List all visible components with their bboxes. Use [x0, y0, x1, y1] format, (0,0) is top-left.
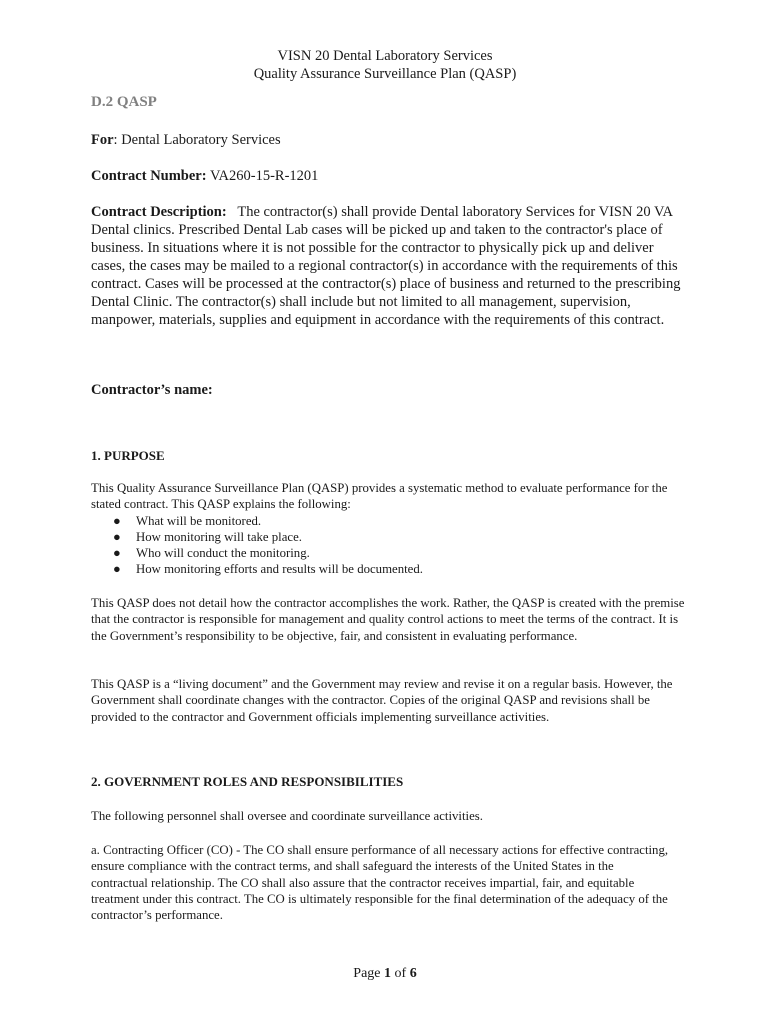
for-line	[91, 131, 691, 149]
contracting-officer-paragraph: a. Contracting Officer (CO) - The CO shall ensure performance of all necessary actions for effective contracting, ensure compliance with the contract terms, and shall safeguard the interests of the United States in the contractual relationship. The CO shall also assure that the contractor receives impartial, fair, and equitable treatment under this contract. The CO is ultimately responsible for the final determination of the adequacy of the contractor’s performance.	[91, 843, 669, 923]
purpose-heading: 1. PURPOSE	[91, 448, 165, 463]
list-item: ● Who will conduct the monitoring.	[113, 546, 310, 561]
page-label: Page	[353, 966, 385, 981]
purpose-bullet-list	[91, 513, 687, 578]
header-title-line2: Quality Assurance Surveillance Plan (QASP)	[253, 66, 517, 82]
purpose-paragraph-2: This QASP does not detail how the contractor accomplishes the work. Rather, the QASP is created with the premise that the contractor is responsible for management and quality control actions to meet the terms of the contract. It is the Government’s responsibility to be objective, fair, and consistent in evaluating performance.	[91, 596, 685, 643]
section-title: D.2 QASP	[91, 94, 157, 110]
list-item: ● How monitoring efforts and results will be documented.	[113, 562, 423, 577]
header-title-line1: VISN 20 Dental Laboratory Services	[277, 48, 493, 64]
for-value: : Dental Laboratory Services	[113, 132, 281, 148]
for-label: For	[91, 132, 114, 148]
page-of-label: of	[391, 966, 410, 981]
contract-number-label: Contract Number:	[91, 168, 207, 184]
bullet-icon: ●	[113, 513, 121, 528]
purpose-intro: This Quality Assurance Surveillance Plan (QASP) provides a systematic method to evaluate performance for the stated contract. This QASP explains the following:	[91, 481, 668, 512]
contract-description-label: Contract Description:	[91, 204, 227, 220]
total-pages: 6	[409, 966, 417, 981]
contract-number-value: VA260-15-R-1201	[206, 168, 319, 184]
purpose-section	[91, 480, 687, 578]
contractors-name-label: Contractor’s name:	[91, 382, 213, 398]
purpose-paragraph-3: This QASP is a “living document” and the Government may review and revise it on a regular basis. However, the Government shall coordinate changes with the contractor. Copies of the original QASP and revisions shall be provided to the contractor and Government officials implementing surveillance activities.	[91, 677, 673, 724]
contract-number-line	[91, 167, 691, 185]
government-intro: The following personnel shall oversee and coordinate surveillance activities.	[91, 809, 483, 823]
bullet-icon: ●	[113, 546, 121, 561]
list-item: ● How monitoring will take place.	[113, 529, 302, 544]
list-item: ● What will be monitored.	[113, 513, 262, 528]
contract-description	[91, 203, 687, 329]
page-number: 1	[384, 966, 392, 981]
bullet-icon: ●	[113, 562, 121, 577]
government-roles-heading: 2. GOVERNMENT ROLES AND RESPONSIBILITIES	[91, 774, 404, 789]
contract-description-text: The contractor(s) shall provide Dental laboratory Services for VISN 20 VA Dental clinics. Prescribed Dental Lab cases will be picked up and taken to the contractor's place of business. In situations where it is not possible for the contractor to physically pick up and deliver cases, the cases may be mailed to a regional contractor(s) in accordance with the requirements of this contract. Cases will be processed at the contractor(s) place of business and returned to the prescribing Dental Clinic. The contractor(s) shall include but not limited to all management, supervision, manpower, materials, supplies and equipment in accordance with the requirements of this contract.	[91, 204, 685, 328]
bullet-icon: ●	[113, 529, 121, 544]
page-footer	[0, 966, 770, 982]
